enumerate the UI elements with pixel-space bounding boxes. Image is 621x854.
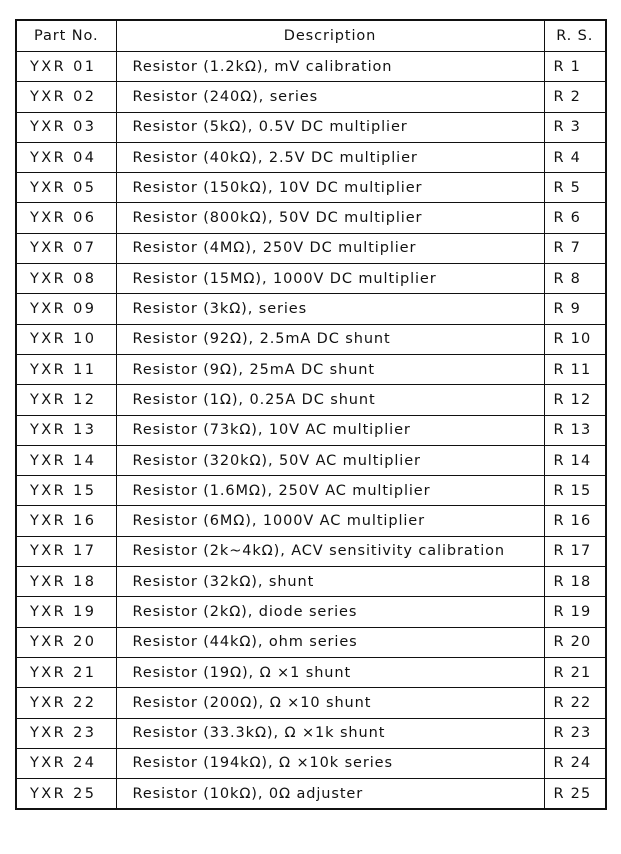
table-row <box>16 82 606 112</box>
reference-symbol-cell: R 16 <box>544 506 606 536</box>
reference-symbol-cell: R 15 <box>544 476 606 506</box>
part-number-cell: YXR 15 <box>16 476 116 506</box>
part-number-cell: YXR 02 <box>16 82 116 112</box>
column-header-part-no: Part No. <box>16 20 116 52</box>
table-row <box>16 142 606 172</box>
description-cell: Resistor (200Ω), Ω ×10 shunt <box>116 688 544 718</box>
description-cell: Resistor (800kΩ), 50V DC multiplier <box>116 203 544 233</box>
table-row <box>16 173 606 203</box>
column-header-rs: R. S. <box>544 20 606 52</box>
table-body <box>16 52 606 810</box>
description-cell: Resistor (5kΩ), 0.5V DC multiplier <box>116 112 544 142</box>
table-row <box>16 688 606 718</box>
reference-symbol-cell: R 22 <box>544 688 606 718</box>
reference-symbol-cell: R 5 <box>544 173 606 203</box>
parts-list-table <box>15 19 607 810</box>
reference-symbol-cell: R 2 <box>544 82 606 112</box>
reference-symbol-cell: R 19 <box>544 597 606 627</box>
reference-symbol-cell: R 6 <box>544 203 606 233</box>
description-cell: Resistor (2k~4kΩ), ACV sensitivity calibration <box>116 536 544 566</box>
part-number-cell: YXR 23 <box>16 718 116 748</box>
reference-symbol-cell: R 12 <box>544 385 606 415</box>
table-row <box>16 264 606 294</box>
table-row <box>16 415 606 445</box>
table-row <box>16 203 606 233</box>
table-header-row <box>16 20 606 52</box>
description-cell: Resistor (1.6MΩ), 250V AC multiplier <box>116 476 544 506</box>
description-cell: Resistor (150kΩ), 10V DC multiplier <box>116 173 544 203</box>
part-number-cell: YXR 17 <box>16 536 116 566</box>
description-cell: Resistor (240Ω), series <box>116 82 544 112</box>
description-cell: Resistor (2kΩ), diode series <box>116 597 544 627</box>
reference-symbol-cell: R 14 <box>544 445 606 475</box>
description-cell: Resistor (194kΩ), Ω ×10k series <box>116 748 544 778</box>
part-number-cell: YXR 14 <box>16 445 116 475</box>
part-number-cell: YXR 12 <box>16 385 116 415</box>
table-row <box>16 748 606 778</box>
part-number-cell: YXR 07 <box>16 233 116 263</box>
table-row <box>16 779 606 810</box>
table-row <box>16 354 606 384</box>
part-number-cell: YXR 08 <box>16 264 116 294</box>
reference-symbol-cell: R 25 <box>544 779 606 810</box>
description-cell: Resistor (320kΩ), 50V AC multiplier <box>116 445 544 475</box>
part-number-cell: YXR 03 <box>16 112 116 142</box>
table-row <box>16 233 606 263</box>
description-cell: Resistor (44kΩ), ohm series <box>116 627 544 657</box>
table-row <box>16 718 606 748</box>
table-row <box>16 324 606 354</box>
reference-symbol-cell: R 21 <box>544 657 606 687</box>
reference-symbol-cell: R 9 <box>544 294 606 324</box>
part-number-cell: YXR 04 <box>16 142 116 172</box>
description-cell: Resistor (9Ω), 25mA DC shunt <box>116 354 544 384</box>
table-row <box>16 567 606 597</box>
reference-symbol-cell: R 7 <box>544 233 606 263</box>
description-cell: Resistor (92Ω), 2.5mA DC shunt <box>116 324 544 354</box>
reference-symbol-cell: R 4 <box>544 142 606 172</box>
part-number-cell: YXR 16 <box>16 506 116 536</box>
part-number-cell: YXR 11 <box>16 354 116 384</box>
description-cell: Resistor (4MΩ), 250V DC multiplier <box>116 233 544 263</box>
part-number-cell: YXR 01 <box>16 52 116 82</box>
table-row <box>16 657 606 687</box>
part-number-cell: YXR 18 <box>16 567 116 597</box>
part-number-cell: YXR 25 <box>16 779 116 810</box>
table-row <box>16 112 606 142</box>
description-cell: Resistor (40kΩ), 2.5V DC multiplier <box>116 142 544 172</box>
reference-symbol-cell: R 8 <box>544 264 606 294</box>
reference-symbol-cell: R 20 <box>544 627 606 657</box>
reference-symbol-cell: R 13 <box>544 415 606 445</box>
table-row <box>16 385 606 415</box>
description-cell: Resistor (10kΩ), 0Ω adjuster <box>116 779 544 810</box>
table-row <box>16 52 606 82</box>
reference-symbol-cell: R 24 <box>544 748 606 778</box>
description-cell: Resistor (1.2kΩ), mV calibration <box>116 52 544 82</box>
description-cell: Resistor (6MΩ), 1000V AC multiplier <box>116 506 544 536</box>
part-number-cell: YXR 10 <box>16 324 116 354</box>
part-number-cell: YXR 24 <box>16 748 116 778</box>
part-number-cell: YXR 05 <box>16 173 116 203</box>
reference-symbol-cell: R 17 <box>544 536 606 566</box>
description-cell: Resistor (15MΩ), 1000V DC multiplier <box>116 264 544 294</box>
part-number-cell: YXR 09 <box>16 294 116 324</box>
description-cell: Resistor (3kΩ), series <box>116 294 544 324</box>
reference-symbol-cell: R 23 <box>544 718 606 748</box>
table-row <box>16 597 606 627</box>
part-number-cell: YXR 20 <box>16 627 116 657</box>
part-number-cell: YXR 22 <box>16 688 116 718</box>
table-row <box>16 627 606 657</box>
table-row <box>16 294 606 324</box>
column-header-description: Description <box>116 20 544 52</box>
reference-symbol-cell: R 18 <box>544 567 606 597</box>
part-number-cell: YXR 13 <box>16 415 116 445</box>
description-cell: Resistor (1Ω), 0.25A DC shunt <box>116 385 544 415</box>
description-cell: Resistor (19Ω), Ω ×1 shunt <box>116 657 544 687</box>
description-cell: Resistor (33.3kΩ), Ω ×1k shunt <box>116 718 544 748</box>
description-cell: Resistor (32kΩ), shunt <box>116 567 544 597</box>
table-row <box>16 445 606 475</box>
reference-symbol-cell: R 1 <box>544 52 606 82</box>
reference-symbol-cell: R 3 <box>544 112 606 142</box>
part-number-cell: YXR 19 <box>16 597 116 627</box>
part-number-cell: YXR 21 <box>16 657 116 687</box>
reference-symbol-cell: R 11 <box>544 354 606 384</box>
reference-symbol-cell: R 10 <box>544 324 606 354</box>
description-cell: Resistor (73kΩ), 10V AC multiplier <box>116 415 544 445</box>
table-row <box>16 506 606 536</box>
table-row <box>16 476 606 506</box>
table-row <box>16 536 606 566</box>
part-number-cell: YXR 06 <box>16 203 116 233</box>
